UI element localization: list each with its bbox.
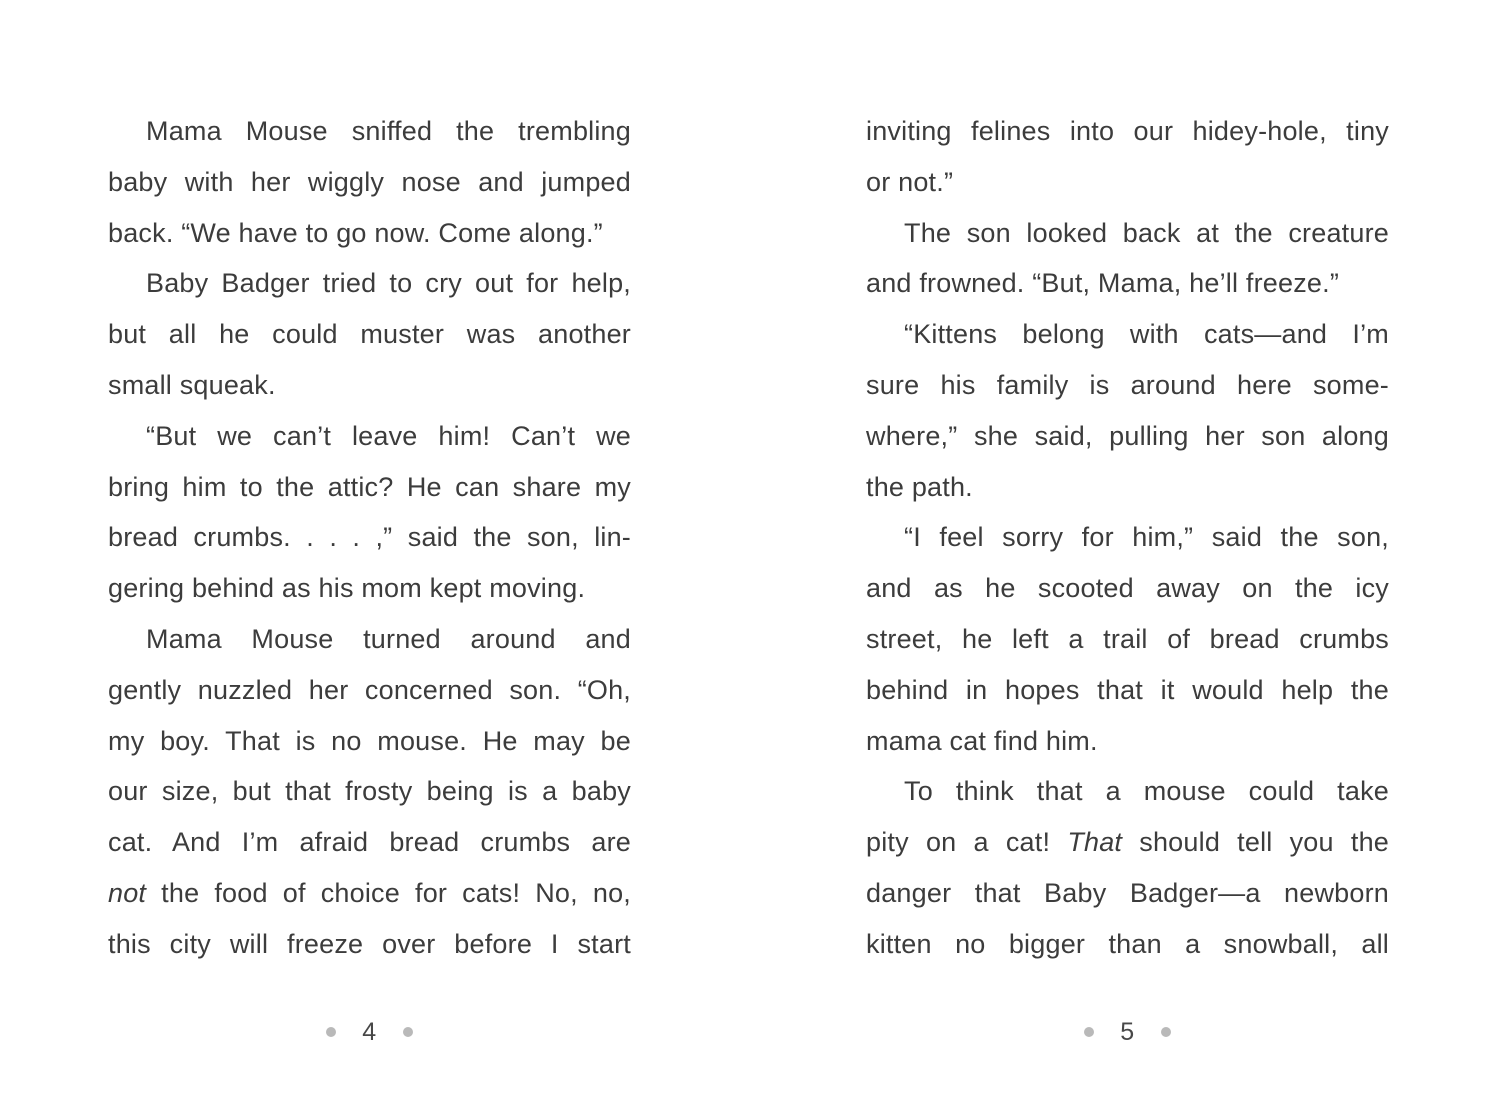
text-segment: “But we can’t leave him! Can’t we: [146, 420, 631, 451]
text-segment: where,” she said, pulling her son along: [866, 420, 1389, 451]
text-segment: pity on a cat!: [866, 827, 1068, 858]
italic-text: not: [108, 877, 147, 908]
text-segment: kitten no bigger than a snowball, all: [866, 928, 1389, 959]
text-segment: inviting felines into our hidey-hole, tiny: [866, 116, 1389, 146]
text-line: [866, 868, 1389, 919]
text-segment: Baby Badger tried to cry out for help,: [146, 268, 631, 299]
text-line: [866, 208, 1389, 259]
text-line: [866, 462, 1389, 513]
text-line: [108, 462, 631, 513]
page-left-text: [108, 106, 631, 970]
text-line: [866, 919, 1389, 970]
page-right: [866, 0, 1389, 1116]
page-left-footer: [108, 1012, 631, 1052]
page-number-right: 5: [1120, 1017, 1135, 1046]
text-segment: small squeak.: [108, 369, 276, 400]
text-line: [866, 563, 1389, 614]
text-segment: but all he could muster was another: [108, 319, 631, 350]
text-line: [108, 157, 631, 208]
text-segment: and as he scooted away on the icy: [866, 573, 1389, 604]
text-segment: behind in hopes that it would help the: [866, 674, 1389, 705]
text-segment: gently nuzzled her concerned son. “Oh,: [108, 674, 631, 705]
page-right-text: [866, 106, 1389, 970]
dot-icon: [1084, 1027, 1094, 1037]
text-segment: bring him to the attic? He can share my: [108, 471, 631, 502]
text-line: [108, 716, 631, 767]
text-segment: cat. And I’m afraid bread crumbs are: [108, 827, 631, 858]
dot-icon: [403, 1027, 413, 1037]
text-line: [866, 716, 1389, 767]
text-segment: should tell you the: [1122, 827, 1390, 858]
text-line: [866, 512, 1389, 563]
italic-text: That: [1067, 827, 1123, 858]
text-line: [866, 157, 1389, 208]
dot-icon: [326, 1027, 336, 1037]
text-segment: Mama Mouse sniffed the trembling: [146, 116, 631, 146]
text-line: [108, 665, 631, 716]
text-line: [108, 208, 631, 259]
text-line: [108, 512, 631, 563]
text-segment: The son looked back at the creature: [904, 217, 1389, 248]
text-segment: sure his family is around here some-: [866, 369, 1389, 400]
text-segment: “Kittens belong with cats—and I’m: [904, 319, 1389, 350]
text-line: [108, 411, 631, 462]
text-segment: mama cat find him.: [866, 725, 1098, 756]
text-line: [866, 258, 1389, 309]
page-right-footer: [866, 1012, 1389, 1052]
text-segment: this city will freeze over before I start: [108, 928, 631, 959]
text-segment: bread crumbs. . . . ,” said the son, lin-: [108, 522, 631, 553]
text-line: [866, 106, 1389, 157]
text-line: [108, 817, 631, 868]
text-line: [866, 766, 1389, 817]
text-line: [866, 665, 1389, 716]
text-line: [108, 766, 631, 817]
text-line: [108, 614, 631, 665]
page-number-left: 4: [362, 1017, 377, 1046]
text-line: [866, 411, 1389, 462]
text-segment: the path.: [866, 471, 973, 502]
text-segment: my boy. That is no mouse. He may be: [108, 725, 631, 756]
text-line: [108, 258, 631, 309]
text-line: [108, 563, 631, 614]
text-segment: street, he left a trail of bread crumbs: [866, 623, 1389, 654]
text-segment: back. “We have to go now. Come along.”: [108, 217, 603, 248]
text-segment: “I feel sorry for him,” said the son,: [904, 522, 1389, 553]
text-segment: the food of choice for cats! No, no,: [146, 877, 631, 908]
text-line: [108, 309, 631, 360]
text-segment: our size, but that frosty being is a baby: [108, 776, 631, 807]
text-line: [866, 817, 1389, 868]
dot-icon: [1161, 1027, 1171, 1037]
text-line: [108, 106, 631, 157]
text-line: [108, 360, 631, 411]
text-line: [866, 309, 1389, 360]
text-segment: baby with her wiggly nose and jumped: [108, 166, 631, 197]
text-segment: or not.”: [866, 166, 954, 197]
text-line: [866, 614, 1389, 665]
text-segment: gering behind as his mom kept moving.: [108, 573, 586, 604]
text-segment: To think that a mouse could take: [904, 776, 1389, 807]
text-line: [108, 919, 631, 970]
text-segment: Mama Mouse turned around and: [146, 623, 631, 654]
page-left: [108, 0, 631, 1116]
text-segment: and frowned. “But, Mama, he’ll freeze.”: [866, 268, 1340, 299]
text-line: [866, 360, 1389, 411]
text-segment: danger that Baby Badger—a newborn: [866, 877, 1389, 908]
text-line: [108, 868, 631, 919]
